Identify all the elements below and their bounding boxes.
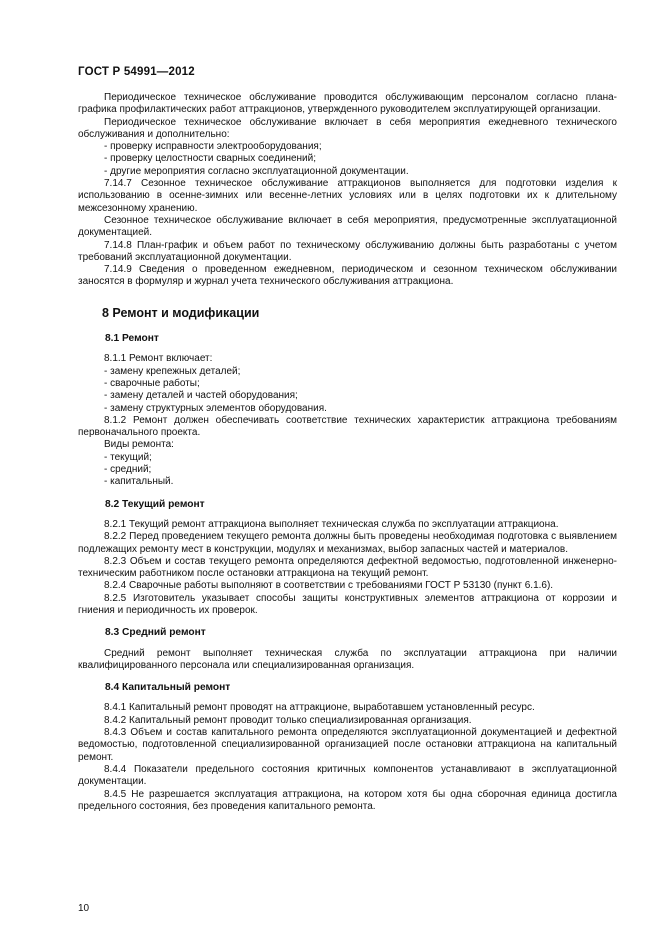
list-item: - сварочные работы;	[104, 377, 200, 389]
subsection-heading: 8.1 Ремонт	[105, 333, 159, 345]
document-header: ГОСТ Р 54991—2012	[78, 66, 195, 78]
paragraph: Средний ремонт выполняет техническая служба по эксплуатации аттракциона при наличии квалифицированного персонала или специализированная организация.	[78, 647, 617, 671]
paragraph: 8.2.2 Перед проведением текущего ремонта должны быть проведены необходимая подготовка с выявлением подлежащих ремонту мест в конструкции, модулях и механизмах, выбор запасных частей и материалов.	[78, 531, 617, 555]
section-heading: 8 Ремонт и модификации	[102, 305, 260, 320]
paragraph: Виды ремонта:	[104, 439, 174, 451]
paragraph: 8.4.5 Не разрешается эксплуатация аттракциона, на котором хотя бы одна сборочная единица достигла предельного состояния, без проведения капитального ремонта.	[78, 788, 617, 812]
paragraph: 8.2.3 Объем и состав текущего ремонта определяются дефектной ведомостью, подготовленной инженерно-техническим работником после остановки аттракциона на текущий ремонт.	[78, 555, 617, 580]
paragraph: 8.1.1 Ремонт включает:	[104, 353, 213, 365]
paragraph: 8.4.4 Показатели предельного состояния критичных компонентов устанавливают в эксплуатационной документации.	[78, 763, 617, 788]
paragraph: 8.1.2 Ремонт должен обеспечивать соответствие технических характеристик аттракциона требованиям первоначального проекта.	[78, 414, 617, 439]
paragraph: 7.14.7 Сезонное техническое обслуживание аттракционов выполняется для подготовки изделия к использованию в осенне-зимних или весенне-летних условиях или в целях подготовки их к длительному межсезонному хранению.	[78, 178, 617, 214]
paragraph: 8.2.5 Изготовитель указывает способы защиты конструктивных элементов аттракциона от коррозии и гниения и периодичность их проверок.	[78, 592, 617, 616]
paragraph: 7.14.8 План-график и объем работ по техническому обслуживанию должны быть разработаны с учетом требований эксплуатационной документации.	[78, 239, 617, 263]
paragraph: Сезонное техническое обслуживание включает в себя мероприятия, предусмотренные эксплуатационной документацией.	[78, 214, 617, 239]
paragraph: 8.4.1 Капитальный ремонт проводят на аттракционе, выработавшем установленный ресурс.	[104, 702, 535, 714]
paragraph: 8.4.2 Капитальный ремонт проводит только специализированная организация.	[104, 714, 472, 726]
paragraph: 8.2.4 Сварочные работы выполняют в соответствии с требованиями ГОСТ Р 53130 (пункт 6.1.6).	[104, 580, 554, 592]
list-item: - замену структурных элементов оборудования.	[104, 402, 327, 414]
page-number: 10	[78, 903, 90, 914]
paragraph: Периодическое техническое обслуживание проводится обслуживающим персоналом согласно плана-графика профилактических работ аттракционов, утвержденного руководителем эксплуатирующей организации.	[78, 92, 617, 116]
list-item: - капитальный.	[104, 476, 174, 488]
paragraph: 7.14.9 Сведения о проведенном ежедневном, периодическом и сезонном техническом обслуживании заносятся в формуляр и журнал учета технического обслуживания аттракциона.	[78, 264, 617, 288]
paragraph: 8.2.1 Текущий ремонт аттракциона выполняет техническая служба по эксплуатации аттракциона.	[104, 518, 559, 530]
subsection-heading: 8.4 Капитальный ремонт	[105, 682, 231, 694]
list-item: - проверку исправности электрооборудования;	[104, 141, 322, 153]
list-item: - проверку целостности сварных соединений;	[104, 153, 317, 165]
paragraph: 8.4.3 Объем и состав капитального ремонта определяются эксплуатационной документацией и дефектной ведомостью, подготовленной специализированной организацией после остановки аттракциона на капитальный ремонт.	[78, 727, 617, 763]
subsection-heading: 8.2 Текущий ремонт	[105, 498, 205, 510]
subsection-heading: 8.3 Средний ремонт	[105, 627, 206, 639]
list-item: - средний;	[104, 464, 152, 476]
list-item: - текущий;	[104, 451, 152, 463]
paragraph: Периодическое техническое обслуживание включает в себя мероприятия ежедневного технического обслуживания и дополнительно:	[78, 116, 617, 140]
page-content	[78, 92, 617, 813]
list-item: - другие мероприятия согласно эксплуатационной документации.	[104, 165, 409, 177]
list-item: - замену деталей и частей оборудования;	[104, 390, 298, 402]
list-item: - замену крепежных деталей;	[104, 365, 241, 377]
